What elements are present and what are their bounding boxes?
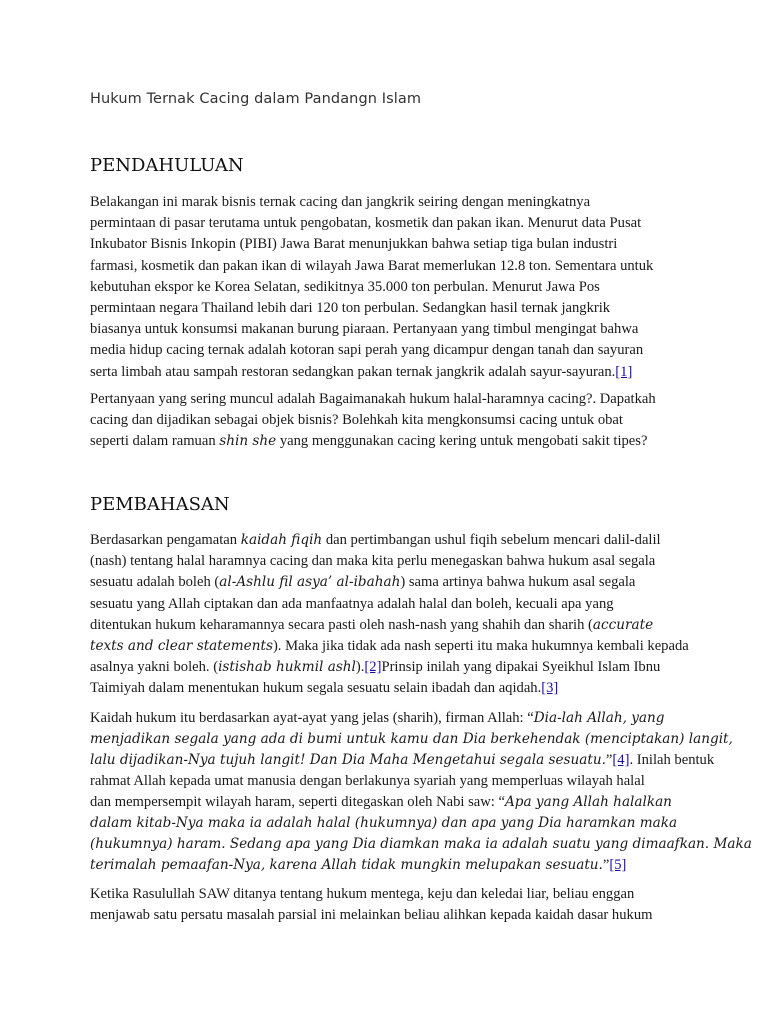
footnote-link-3[interactable]: [3] (541, 680, 559, 697)
paragraph-ayat (90, 708, 752, 876)
section-heading-pembahasan: PEMBAHASAN (90, 494, 230, 515)
italic-quote: Apa yang Allah halalkan (504, 794, 672, 810)
text-line (90, 750, 715, 771)
italic-quote: menjadikan segala yang ada di bumi untuk kamu dan Dia berkehendak (menciptakan) langit, (90, 731, 733, 747)
text-line (90, 431, 680, 452)
text-line: menjawab satu persatu masalah parsial ini melainkan beliau alihkan kepada kaidah dasar hukum (90, 907, 653, 924)
text-run: yang menggunakan cacing kering untuk mengobati sakit tipes? (276, 433, 648, 450)
text-line (90, 615, 680, 636)
italic-term: kaidah fiqih (240, 532, 323, 548)
text-line: kebutuhan ekspor ke Korea Selatan, sedikitnya 35.000 ton perbulan. Menurut Jawa Pos (90, 278, 600, 295)
italic-quote: Dia-lah Allah, yang (533, 710, 665, 726)
text-run: dan pertimbangan ushul fiqih sebelum mencari dalil-dalil (322, 532, 661, 548)
italic-term: shin she (219, 433, 277, 450)
footnote-link-1[interactable]: [1] (615, 363, 633, 380)
text-line: Belakangan ini marak bisnis ternak cacing dan jangkrik seiring dengan meningkatnya (90, 194, 591, 210)
text-line: media hidup cacing ternak adalah kotoran sapi perah yang dicampur dengan tanah dan sayuran (90, 342, 644, 359)
italic-quote: (hukumnya) haram. Sedang apa yang Dia diamkan maka ia adalah suatu yang dimaafkan. Maka (90, 836, 752, 852)
text-line (90, 729, 733, 750)
paragraph-kaidah-fiqih (90, 530, 689, 700)
italic-quote: lalu dijadikan-Nya tujuh langit! Dan Dia Maha Mengetahui segala sesuatu. (90, 752, 606, 768)
text-line (90, 362, 680, 383)
text-run: serta limbah atau sampah restoran sedangkan pakan ternak jangkrik adalah sayur-sayuran. (90, 363, 616, 380)
text-line: sesuatu yang Allah ciptakan dan ada manfaatnya adalah halal dan boleh, kecuali apa yang (90, 595, 614, 612)
text-run: asalnya yakni boleh. ( (90, 659, 219, 676)
text-line: Ketika Rasulullah SAW ditanya tentang hukum mentega, keju dan keledai liar, beliau enggan (90, 886, 635, 902)
text-line: rahmat Allah kepada umat manusia dengan berlakunya syariah yang memperluas wilayah halal (90, 773, 645, 789)
paragraph-questions (90, 389, 680, 453)
italic-term: al-Ashlu fil asya’ al-ibahah (219, 574, 401, 591)
text-run: ) sama artinya bahwa hukum asal segala (400, 574, 636, 591)
section-heading-pendahuluan: PENDAHULUAN (90, 155, 244, 176)
text-line: cacing dan dijadikan sebagai objek bisnis? Bolehkah kita mengkonsumsi cacing untuk obat (90, 412, 623, 429)
italic-quote: terimalah pemaafan-Nya, karena Allah tidak mungkin melupakan sesuatu. (90, 857, 603, 873)
text-line: farmasi, kosmetik dan pakan ikan di wilayah Jawa Barat memerlukan 12.8 ton. Sementara untuk (90, 257, 654, 274)
text-line (90, 657, 680, 678)
italic-term: istishab hukmil ashl (218, 659, 356, 676)
footnote-link-2[interactable]: [2] (364, 659, 382, 676)
text-line (90, 678, 680, 699)
footnote-link-4[interactable]: [4] (612, 752, 630, 768)
text-run: . Inilah bentuk (629, 752, 715, 768)
text-line (90, 708, 680, 729)
document-title: Hukum Ternak Cacing dalam Pandangn Islam (90, 91, 422, 107)
text-run: Taimiyah dalam menentukan hukum segala sesuatu selain ibadah dan aqidah. (90, 680, 542, 697)
italic-term: accurate (592, 616, 654, 633)
text-line (90, 855, 680, 876)
text-line: Inkubator Bisnis Inkopin (PIBI) Jawa Barat menunjukkan bahwa setiap tiga bulan industri (90, 236, 618, 253)
text-line (90, 636, 689, 657)
text-line: permintaan di pasar terutama untuk pengobatan, kosmetik dan pakan ikan. Menurut data Pusat (90, 215, 642, 232)
text-line (90, 834, 752, 855)
text-line: permintaan negara Thailand lebih dari 120 ton perbulan. Sedangkan hasil ternak jangkrik (90, 300, 611, 317)
text-line (90, 792, 680, 813)
text-run: dan mempersempit wilayah haram, seperti ditegaskan oleh Nabi saw: “ (90, 794, 505, 810)
text-line: (nash) tentang halal haramnya cacing dan maka kita perlu menegaskan bahwa hukum asal segala (90, 553, 656, 570)
text-run: ” (605, 752, 613, 768)
paragraph-rasulullah (90, 884, 680, 926)
text-run: Berdasarkan pengamatan (90, 532, 241, 548)
text-line (90, 813, 680, 834)
text-run: sesuatu adalah boleh ( (90, 574, 220, 591)
text-line (90, 530, 680, 551)
text-run: ). Maka jika tidak ada nash seperti itu maka hukumnya kembali kepada (272, 638, 689, 655)
italic-term: texts and clear statements (90, 638, 273, 655)
text-run: seperti dalam ramuan (90, 433, 220, 450)
paragraph-intro (90, 192, 680, 383)
italic-quote: dalam kitab-Nya maka ia adalah halal (hukumnya) dan apa yang Dia haramkan maka (90, 815, 678, 831)
text-line: biasanya untuk konsumsi makanan burung piaraan. Pertanyaan yang timbul mengingat bahwa (90, 321, 639, 338)
text-run: ditentukan hukum keharamannya secara pasti oleh nash-nash yang shahih dan sharih ( (90, 616, 593, 633)
text-run: ” (602, 857, 610, 873)
text-run: Prinsip inilah yang dipakai Syeikhul Islam Ibnu (381, 659, 661, 676)
text-line (90, 572, 680, 593)
text-run: Kaidah hukum itu berdasarkan ayat-ayat yang jelas (sharih), firman Allah: “ (90, 710, 534, 726)
text-line: Pertanyaan yang sering muncul adalah Bagaimanakah hukum halal-haramnya cacing?. Dapatkah (90, 391, 656, 407)
text-run: ). (355, 659, 365, 676)
footnote-link-5[interactable]: [5] (609, 857, 627, 873)
